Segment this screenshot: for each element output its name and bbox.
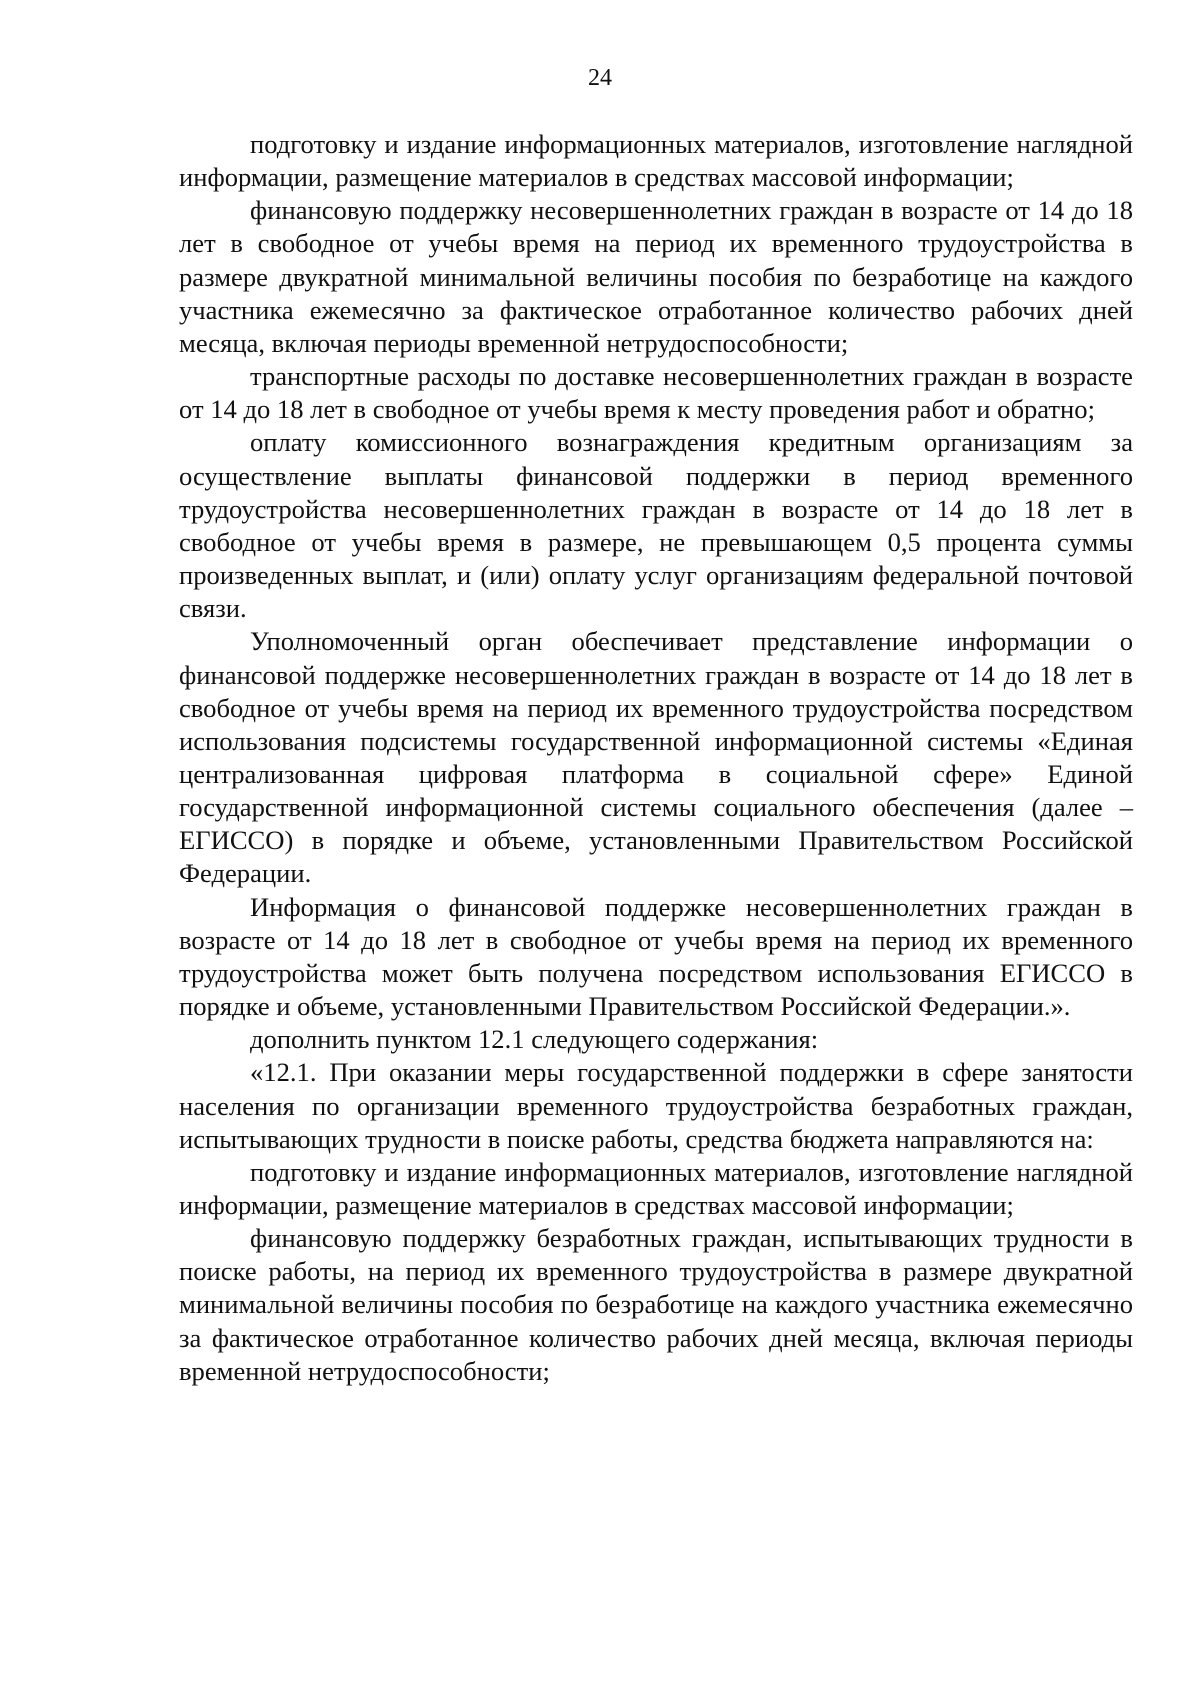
paragraph: подготовку и издание информационных материалов, изготовление наглядной информации, размещение материалов в средствах массовой информации; [179,1156,1133,1220]
paragraph: Уполномоченный орган обеспечивает представление информации о финансовой поддержке несовершеннолетних граждан в возрасте от 14 до 18 лет в свободное от учебы время на период их временного трудоустройства посредством использования подсистемы государственной информационной системы «Единая централизованная цифровая платформа в социальной сфере» Единой государственной информационной системы социального обеспечения (далее – ЕГИССО) в порядке и объеме, установленными Правительством Российской Федерации. [179,626,1133,889]
paragraph: финансовую поддержку несовершеннолетних граждан в возрасте от 14 до 18 лет в свободное от учебы время на период их временного трудоустройства в размере двукратной минимальной величины пособия по безработице на каждого участника ежемесячно за фактическое отработанное количество рабочих дней месяца, включая периоды временной нетрудоспособности; [179,195,1133,358]
paragraph: дополнить пунктом 12.1 следующего содержания: [250,1024,819,1055]
paragraph: финансовую поддержку безработных граждан, испытывающих трудности в поиске работы, на период их временного трудоустройства в размере двукратной минимальной величины пособия по безработице на каждого участника ежемесячно за фактическое отработанное количество рабочих дней месяца, включая периоды временной нетрудоспособности; [179,1223,1133,1386]
paragraph: Информация о финансовой поддержке несовершеннолетних граждан в возрасте от 14 до 18 лет в свободное от учебы время на период их временного трудоустройства может быть получена посредством использования ЕГИССО в порядке и объеме, установленными Правительством Российской Федерации.». [179,891,1133,1022]
paragraph: оплату комиссионного вознаграждения кредитным организациям за осуществление выплаты финансовой поддержки в период временного трудоустройства несовершеннолетних граждан в возрасте от 14 до 18 лет в свободное от учебы время в размере, не превышающем 0,5 процента суммы произведенных выплат, и (или) оплату услуг организациям федеральной почтовой связи. [179,427,1133,624]
paragraph: «12.1. При оказании меры государственной поддержки в сфере занятости населения по организации временного трудоустройства безработных граждан, испытывающих трудности в поиске работы, средства бюджета направляются на: [179,1057,1133,1154]
paragraph: транспортные расходы по доставке несовершеннолетних граждан в возрасте от 14 до 18 лет в свободное от учебы время к месту проведения работ и обратно; [179,361,1133,425]
document-body [179,128,1133,1388]
page-number: 24 [588,65,612,91]
paragraph: подготовку и издание информационных материалов, изготовление наглядной информации, размещение материалов в средствах массовой информации; [179,129,1133,193]
